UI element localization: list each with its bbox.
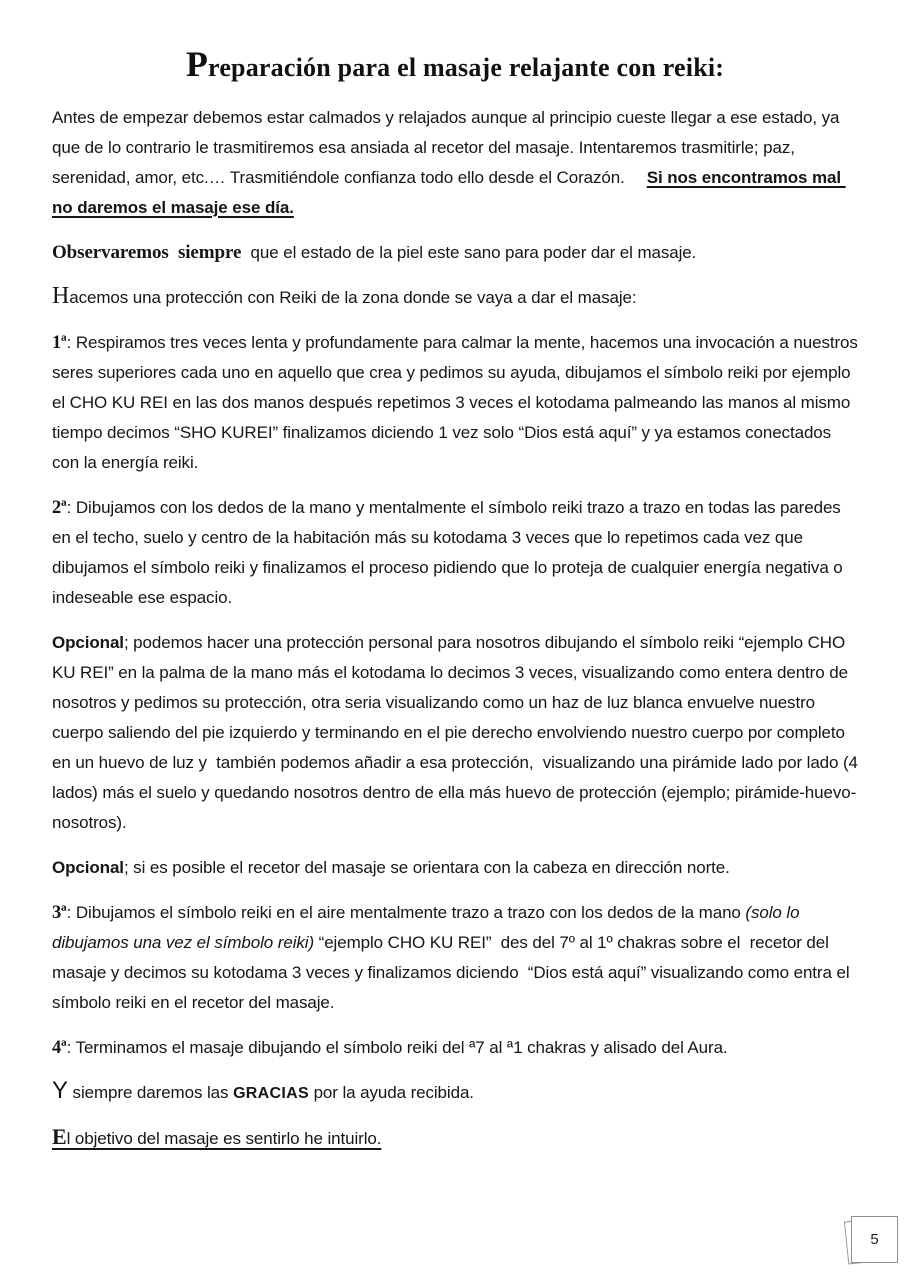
step3-post-text: “ejemplo CHO KU REI” des del 7º al 1º chakras sobre el recetor del masaje y decimos su kotodama 3 veces y finalizamos diciendo “Dios está aquí” visualizando como entra el símbolo reiki en el recetor del masaje. — [52, 933, 855, 1012]
thanks-line — [52, 1078, 858, 1109]
thanks-pre-text: siempre daremos las — [67, 1083, 234, 1102]
optional1-text: ; podemos hacer una protección personal para nosotros dibujando el símbolo reiki “ejemplo CHO KU REI” en la palma de la mano más el kotodama lo decimos 3 veces, visualizando como entera dentro de nosotros y pedimos su protección, otra seria visualizando como un haz de luz blanca envuelve nuestro cuerpo saliendo del pie izquierdo y terminando en el pie derecho envolviendo nuestro cuerpo por completo en un huevo de luz y también podemos añadir a esa protección, visualizando una pirámide lado por lado (4 lados) más el suelo y quedando nosotros dentro de ella más huevo de protección (ejemplo; pirámide-huevo-nosotros). — [52, 633, 863, 832]
step2-label: 2ª — [52, 498, 67, 518]
thanks-initial: Y — [52, 1077, 68, 1104]
thanks-bold-text: GRACIAS — [233, 1085, 309, 1102]
optional2-paragraph — [52, 853, 858, 883]
objective-text: l objetivo del masaje es sentirlo he intuirlo. — [66, 1129, 382, 1148]
step3-label: 3ª — [52, 903, 67, 923]
protection-paragraph — [52, 283, 858, 313]
step4-label: 4ª — [52, 1038, 67, 1058]
optional1-label: Opcional — [52, 633, 124, 652]
objective-line — [52, 1124, 858, 1154]
step2-text: : Dibujamos con los dedos de la mano y mentalmente el símbolo reiki trazo a trazo en todas las paredes en el techo, suelo y centro de la habitación más su kotodama 3 veces que lo repetimos cada vez que dibujamos el símbolo reiki y finalizamos el proceso pidiendo que lo proteja de cualquier energía negativa o indeseable ese espacio. — [52, 498, 848, 607]
page-number-badge — [846, 1214, 898, 1264]
step2-paragraph — [52, 493, 858, 613]
observe-paragraph — [52, 238, 858, 268]
page-number: 5 — [870, 1231, 879, 1248]
protection-text: acemos una protección con Reiki de la zona donde se vaya a dar el masaje: — [69, 288, 637, 307]
step1-paragraph — [52, 328, 863, 478]
step4-paragraph — [52, 1033, 858, 1063]
objective-underlined — [52, 1124, 382, 1149]
observe-rest-text: que el estado de la piel este sano para poder dar el masaje. — [241, 243, 697, 262]
step1-label: 1ª — [52, 333, 67, 353]
protection-initial: H — [52, 283, 70, 309]
title-initial: P — [185, 44, 209, 84]
objective-initial: E — [52, 1124, 67, 1149]
step3-pre-text: : Dibujamos el símbolo reiki en el aire mentalmente trazo a trazo con los dedos de la mano — [66, 903, 746, 922]
optional1-paragraph — [52, 628, 863, 838]
step4-text: : Terminamos el masaje dibujando el símbolo reiki del ª7 al ª1 chakras y alisado del Aura. — [66, 1038, 728, 1057]
thanks-post-text: por la ayuda recibida. — [308, 1083, 474, 1102]
intro-paragraph — [52, 103, 858, 223]
optional2-label: Opcional — [52, 858, 124, 877]
page-number-front-sheet — [851, 1216, 898, 1263]
intro-text: Antes de empezar debemos estar calmados y relajados aunque al principio cueste llegar a ese estado, ya que de lo contrario le trasmitiremos esa ansiada al recetor del masaje. Intentaremos trasmitirle; paz, serenidad, amor, etc.… Trasmitiéndole confianza todo ello desde el Corazón. — [52, 108, 845, 187]
page-title — [52, 46, 858, 83]
step3-italic-text: (solo lo dibujamos una vez el símbolo reiki) — [52, 903, 805, 952]
intro-warning-text: Si nos encontramos mal no daremos el masaje ese día. — [52, 168, 846, 217]
observe-lead-text: Observaremos siempre — [52, 242, 242, 263]
step1-text: : Respiramos tres veces lenta y profundamente para calmar la mente, hacemos una invocación a nuestros seres superiores cada uno en aquello que crea y pedimos su ayuda, dibujamos el símbolo reiki por ejemplo el CHO KU REI en las dos manos después repetimos 3 veces el kotodama palmeando las manos al mismo tiempo decimos “SHO KUREI” finalizamos diciendo 1 vez solo “Dios está aquí” y ya estamos conectados con la energía reiki. — [52, 333, 863, 472]
step3-paragraph — [52, 898, 858, 1018]
title-text: reparación para el masaje relajante con reiki: — [208, 53, 725, 82]
optional2-text: ; si es posible el recetor del masaje se orientara con la cabeza en dirección norte. — [123, 858, 730, 877]
